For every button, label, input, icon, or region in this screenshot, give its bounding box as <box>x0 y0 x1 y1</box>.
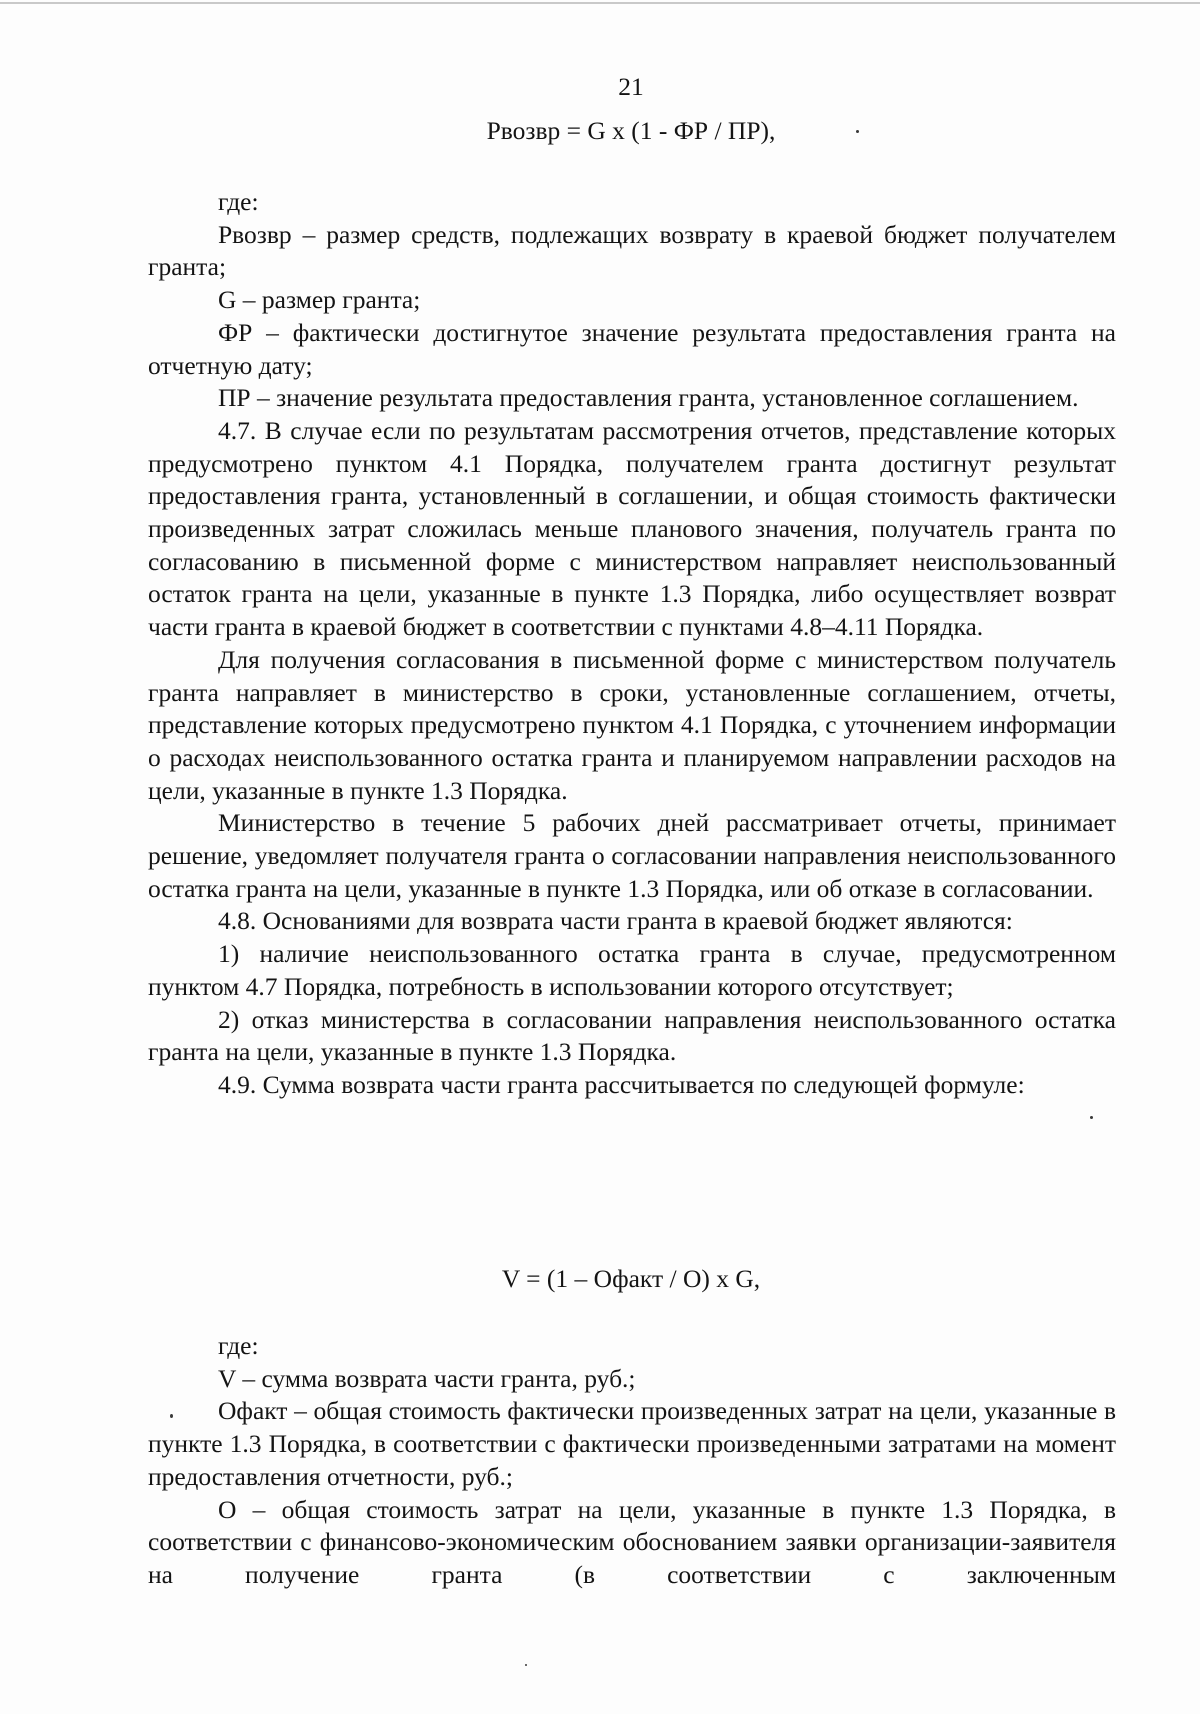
definition-fr: ФР – фактически достигнутое значение результата предоставления гранта на отчетную дату; <box>148 317 1116 380</box>
text-block-formula-definitions <box>148 1330 1116 1592</box>
clause-4-9: 4.9. Сумма возврата части гранта рассчитывается по следующей формуле: <box>218 1069 1025 1099</box>
scan-speck <box>1090 1116 1093 1119</box>
where-label-2: где: <box>218 1331 259 1360</box>
scan-speck <box>525 1664 527 1666</box>
scan-speck <box>856 130 859 133</box>
formula-v: V = (1 – Oфакт / O) x G, <box>501 1264 761 1293</box>
paragraph-approval-request: Для получения согласования в письменной форме с министерством получатель гранта направляет в министерство в сроки, установленные соглашением, отчеты, представление которых предусмотрено пунктом 4.1 Порядка, с уточнением информации о расходах неиспользованного остатка гранта и планируемом направлении расходов на цели, указанные в пункте 1.3 Порядка. <box>148 644 1116 805</box>
clause-4-8-item-1: 1) наличие неиспользованного остатка гранта в случае, предусмотренном пунктом 4.7 Порядка, потребность в использовании которого отсутствует; <box>148 939 1116 1001</box>
formula-return-amount: Pвозвр = G x (1 - ФР / ПР), <box>486 116 776 145</box>
where-label: где: <box>218 187 259 216</box>
definition-pr: ПР – значение результата предоставления гранта, установленное соглашением. <box>218 383 1079 413</box>
paragraph-ministry-review: Министерство в течение 5 рабочих дней рассматривает отчеты, принимает решение, уведомляет получателя гранта о согласовании направления неиспользованного остатка гранта на цели, указанные в пункте 1.3 Порядка, или об отказе в согласовании. <box>148 808 1116 903</box>
definition-g: G – размер гранта; <box>218 285 421 315</box>
definition-p-return: Pвозвр – размер средств, подлежащих возврату в краевой бюджет получателем гранта; <box>148 219 1116 282</box>
clause-4-7: 4.7. В случае если по результатам рассмотрения отчетов, представление которых предусмотрено пунктом 4.1 Порядка, получателем гранта достигнут результат предоставления гранта, установленный в соглашении, и общая стоимость фактически произведенных затрат сложилась меньше планового значения, получатель гранта по согласованию в письменной форме с министерством направляет неиспользованный остаток гранта на цели, указанные в пункте 1.3 Порядка, либо осуществляет возврат части гранта в краевой бюджет в соответствии с пунктами 4.8–4.11 Порядка. <box>148 415 1116 642</box>
page-number: 21 <box>618 72 644 101</box>
definition-o: O – общая стоимость затрат на цели, указанные в пункте 1.3 Порядка, в соответствии с финансово-экономическим обоснованием заявки организации-заявителя на получение гранта (в соответствии с заключенным <box>148 1494 1116 1589</box>
clause-4-8-item-2: 2) отказ министерства в согласовании направления неиспользованного остатка гранта на цели, указанные в пункте 1.3 Порядка. <box>148 1004 1116 1067</box>
scan-speck <box>170 1414 173 1418</box>
definition-ofact: Oфакт – общая стоимость фактически произведенных затрат на цели, указанные в пункте 1.3 Порядка, в соответствии с фактически произведенными затратами на момент предоставления отчетности, руб.; <box>148 1396 1116 1491</box>
text-block-definitions <box>148 186 1116 1102</box>
scan-edge-line <box>0 2 1200 4</box>
definition-v: V – сумма возврата части гранта, руб.; <box>218 1363 636 1393</box>
clause-4-8: 4.8. Основаниями для возврата части гранта в краевой бюджет являются: <box>218 906 1013 936</box>
